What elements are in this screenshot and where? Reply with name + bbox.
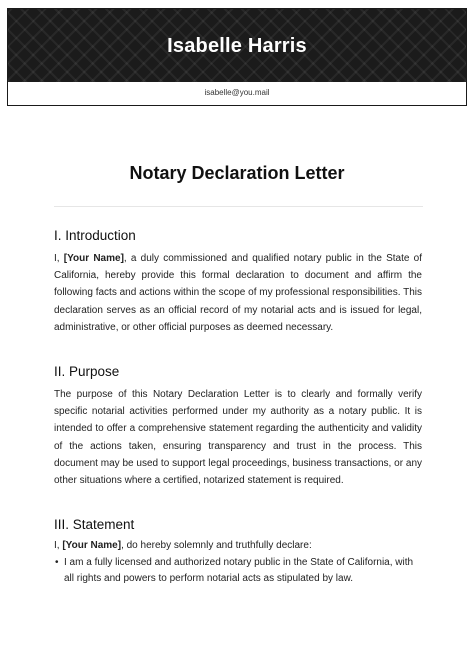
section-heading: I. Introduction (54, 228, 136, 243)
sender-email: isabelle@you.mail (204, 88, 270, 97)
title-divider (54, 206, 423, 207)
paragraph-text: , a duly commissioned and qualified notary public in the State of California, hereby provide this formal declaration to document and affirm the following facts and actions within the scope of my professional responsibilities. This declaration serves as an official record of my notarial acts and is issued for legal, administrative, or other official purposes as deemed necessary. (54, 253, 422, 333)
list-item: • I am a fully licensed and authorized notary public in the State of California, with all rights and powers to perform notarial acts as stipulated by law. (64, 555, 422, 588)
section-paragraph (54, 250, 422, 336)
section-purpose (54, 364, 422, 489)
section-paragraph: The purpose of this Notary Declaration Letter is to clearly and formally verify specific notarial activities performed under my authority as a notary public. It is intended to offer a comprehensive statement regarding the authenticity and validity of the actions taken, ensuring transparency and trust in the process. This document may be used to support legal proceedings, business transactions, or any other situations where a certified, notarized statement is required. (54, 389, 422, 487)
paragraph-prefix: I, (54, 253, 64, 264)
section-heading: II. Purpose (54, 364, 120, 379)
paragraph-prefix: I, (54, 540, 63, 551)
section-paragraph (54, 538, 422, 555)
sender-name: Isabelle Harris (167, 35, 307, 57)
name-placeholder: [Your Name] (62, 540, 122, 551)
section-heading: III. Statement (54, 517, 135, 532)
document-title: Notary Declaration Letter (129, 163, 345, 183)
statement-list (54, 555, 422, 588)
header-banner (8, 9, 466, 82)
section-introduction (54, 228, 422, 336)
letterhead (7, 8, 467, 106)
paragraph-text: , do hereby solemnly and truthfully declare: (121, 540, 312, 551)
name-placeholder: [Your Name] (63, 253, 124, 264)
section-statement (54, 517, 422, 588)
